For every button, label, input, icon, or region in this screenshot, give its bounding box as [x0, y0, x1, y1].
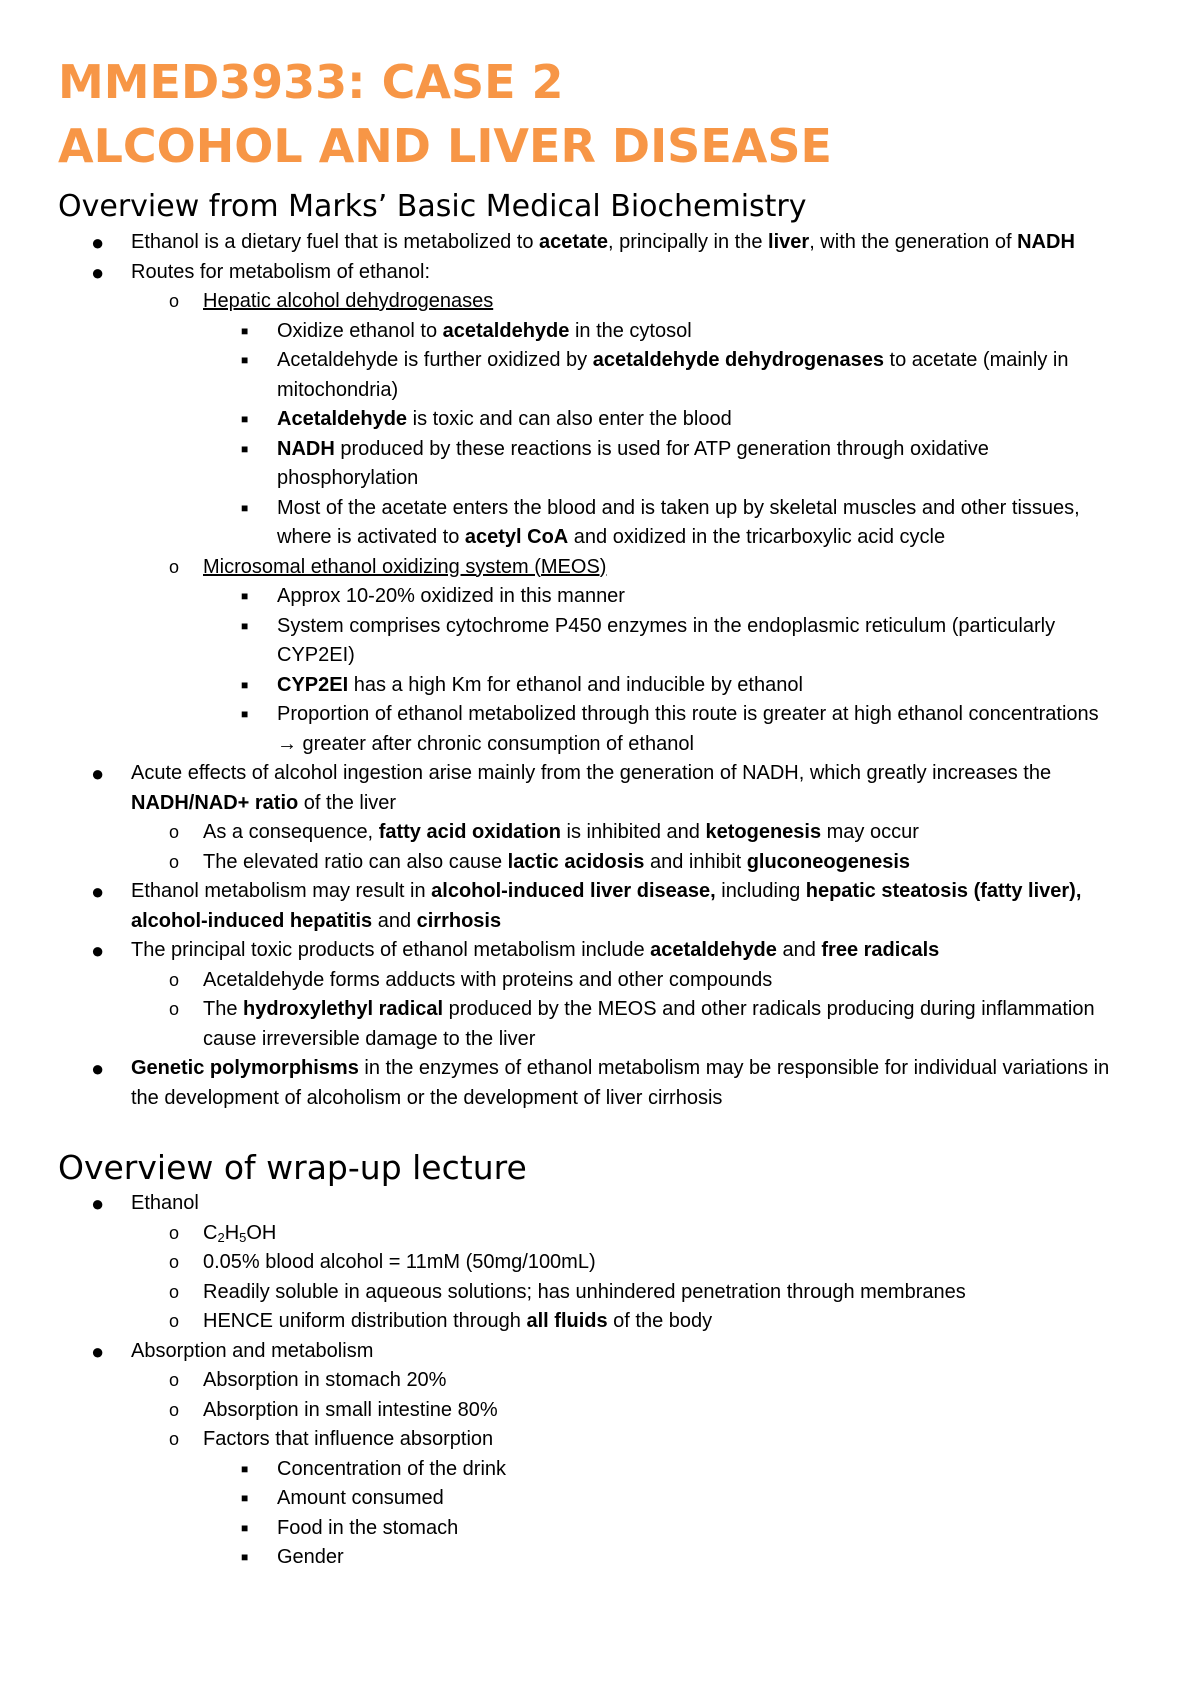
bullet-marker: ● [91, 761, 105, 786]
subheading-meos: Microsomal ethanol oxidizing system (MEOS) [203, 555, 607, 578]
square-marker: ■ [241, 500, 249, 515]
list-item: o Acetaldehyde forms adducts with proteins and other compounds [58, 966, 1120, 996]
list-item: ● Absorption and metabolism [58, 1337, 1120, 1367]
list-item: ■ Approx 10-20% oxidized in this manner [58, 582, 1120, 612]
list-item: o 0.05% blood alcohol = 11mM (50mg/100mL) [58, 1248, 1120, 1278]
list-item: ● Ethanol [58, 1189, 1120, 1219]
list-item: ■ Proportion of ethanol metabolized through this route is greater at high ethanol concentrations → greater after chronic consumption of ethanol [58, 700, 1120, 759]
circle-marker: o [169, 999, 180, 1019]
list-item [58, 553, 1120, 583]
square-marker: ■ [241, 618, 249, 633]
square-marker: ■ [241, 353, 249, 367]
circle-marker: o [169, 1399, 180, 1420]
square-marker: ■ [241, 441, 249, 456]
arrow-right-icon: → [277, 732, 297, 755]
circle-marker: o [169, 1281, 180, 1302]
square-marker: ■ [241, 589, 249, 603]
ethanol-formula: $C_2H_5OH$ [203, 1221, 277, 1245]
list-item: o Factors that influence absorption [58, 1425, 1120, 1455]
circle-marker: o [169, 822, 180, 842]
list-item: ● Ethanol metabolism may result in alcohol-induced liver disease, including hepatic steatosis (fatty liver), alcohol-induced hepatitis and cirrhosis [91, 879, 1082, 932]
bullet-marker: ● [91, 1191, 105, 1216]
square-marker: ■ [241, 1491, 249, 1505]
circle-marker: o [169, 851, 180, 872]
circle-marker: o [169, 1252, 180, 1272]
list-item: ■ Acetaldehyde is further oxidized by acetaldehyde dehydrogenases to acetate (mainly in mitochondria) [58, 346, 1120, 405]
square-marker: ■ [241, 1550, 249, 1564]
bullet-marker: ● [91, 230, 105, 255]
square-marker: ■ [241, 1520, 249, 1535]
square-marker: ■ [241, 677, 249, 692]
section-heading-marks: Overview from Marks’ Basic Medical Biochemistry [58, 189, 807, 224]
list-item: ■ NADH produced by these reactions is used for ATP generation through oxidative phosphorylation [58, 435, 1120, 494]
list-item: ● Ethanol is a dietary fuel that is metabolized to acetate, principally in the liver, with the generation of NADH [58, 228, 1120, 258]
document-title-line2: ALCOHOL AND LIVER DISEASE [58, 119, 832, 173]
bullet-marker: ● [91, 938, 105, 963]
list-item [58, 1219, 1120, 1249]
square-marker: ■ [241, 707, 249, 721]
list-item: ● Genetic polymorphisms in the enzymes of ethanol metabolism may be responsible for individual variations in the development of alcoholism or the development of liver cirrhosis [91, 1056, 1110, 1109]
list-item: ■ Gender [58, 1543, 1120, 1573]
list-item: ■ System comprises cytochrome P450 enzymes in the endoplasmic reticulum (particularly CYP2EI) [58, 612, 1120, 671]
list-item: o The hydroxylethyl radical produced by the MEOS and other radicals producing during inflammation cause irreversible damage to the liver [58, 995, 1120, 1054]
list-item: o As a consequence, fatty acid oxidation is inhibited and ketogenesis may occur [58, 818, 1120, 848]
square-marker: ■ [241, 1461, 249, 1476]
circle-marker: o [169, 291, 180, 311]
list-item: ■ CYP2EI has a high Km for ethanol and inducible by ethanol [58, 671, 1120, 701]
circle-marker: o [169, 556, 180, 577]
bullet-marker: ● [91, 1338, 105, 1364]
circle-marker: o [169, 969, 180, 990]
square-marker: ■ [241, 412, 249, 426]
bullet-marker: ● [91, 259, 105, 285]
list-item: ■ Acetaldehyde is toxic and can also enter the blood [58, 405, 1120, 435]
circle-marker: o [169, 1429, 180, 1449]
list-item: ● Routes for metabolism of ethanol: [58, 258, 1120, 288]
list-item: ■ Amount consumed [58, 1484, 1120, 1514]
wrap-up-list [58, 1189, 1120, 1573]
list-item: ■ Oxidize ethanol to acetaldehyde in the cytosol [58, 317, 1120, 347]
list-item: o Readily soluble in aqueous solutions; has unhindered penetration through membranes [58, 1278, 1120, 1308]
list-item: ● Acute effects of alcohol ingestion arise mainly from the generation of NADH, which greatly increases the NADH/NAD+ ratio of the liver [91, 761, 1052, 814]
square-marker: ■ [241, 323, 249, 338]
subheading-hepatic-alcohol-dehydrogenases: Hepatic alcohol dehydrogenases [203, 290, 494, 312]
marks-overview-list [58, 228, 1120, 1113]
list-item [58, 287, 1120, 317]
list-item: ● The principal toxic products of ethanol metabolism include acetaldehyde and free radicals [58, 936, 1120, 966]
circle-marker: o [169, 1222, 180, 1243]
list-item: o Absorption in small intestine 80% [58, 1396, 1120, 1426]
circle-marker: o [169, 1370, 180, 1390]
list-item: o The elevated ratio can also cause lactic acidosis and inhibit gluconeogenesis [58, 848, 1120, 878]
bullet-marker: ● [91, 1056, 105, 1081]
list-item: o HENCE uniform distribution through all fluids of the body [58, 1307, 1120, 1337]
list-item: ■ Food in the stomach [58, 1514, 1120, 1544]
bullet-marker: ● [91, 879, 105, 904]
list-item: ■ Concentration of the drink [58, 1455, 1120, 1485]
section-heading-wrap-up: Overview of wrap-up lecture [58, 1148, 527, 1187]
list-item: o Absorption in stomach 20% [58, 1366, 1120, 1396]
list-item: ■ Most of the acetate enters the blood and is taken up by skeletal muscles and other tissues, where is activated to acetyl CoA and oxidized in the tricarboxylic acid cycle [58, 494, 1120, 553]
circle-marker: o [169, 1311, 180, 1331]
document-title-line1: MMED3933: CASE 2 [58, 55, 564, 109]
